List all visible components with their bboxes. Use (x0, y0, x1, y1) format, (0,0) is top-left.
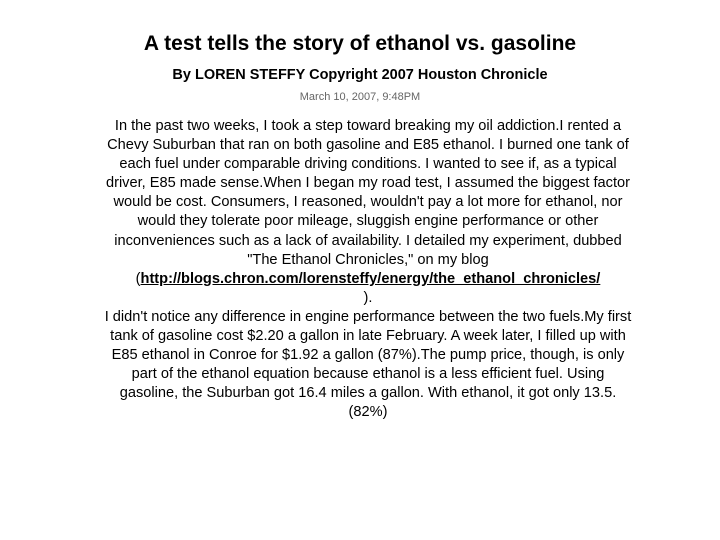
paragraph-1-tail: ). (363, 289, 373, 306)
dateline: March 10, 2007, 9:48PM (299, 91, 421, 103)
paragraph-1-text: In the past two weeks, I took a step toward breaking my oil addiction.I rented a Chevy Suburban that ran on both gasoline and E85 ethanol. I burned one tank of each fuel under comparable driving conditions. I wanted to see if, as a typical driver, E85 made sense.When I began my road test, I assumed the biggest factor would be cost. Consumers, I reasoned, wouldn't pay a lot more for ethanol, nor would they tolerate poor mileage, sluggish engine performance or other inconveniences such as a lack of availability. I detailed my experiment, dubbed "The Ethanol Chronicles," on my blog ( (105, 118, 631, 287)
blog-link[interactable]: http://blogs.chron.com/lorensteffy/energy/the_ethanol_chronicles/ (140, 270, 601, 287)
article-title: A test tells the story of ethanol vs. gasoline (143, 32, 577, 55)
byline: By LOREN STEFFY Copyright 2007 Houston Chronicle (172, 67, 548, 83)
paragraph-2: I didn't notice any difference in engine performance between the two fuels.My first tank of gasoline cost $2.20 a gallon in late February. A week later, I filled up with E85 ethanol in Conroe for $1.92 a gallon (87%).The pump price, though, is only part of the ethanol equation because ethanol is a less efficient fuel. Using gasoline, the Suburban got 16.4 miles a gallon. With ethanol, it got only 13.5.(82%) (104, 308, 632, 421)
paragraph-1 (104, 117, 632, 308)
article-body (104, 117, 632, 423)
